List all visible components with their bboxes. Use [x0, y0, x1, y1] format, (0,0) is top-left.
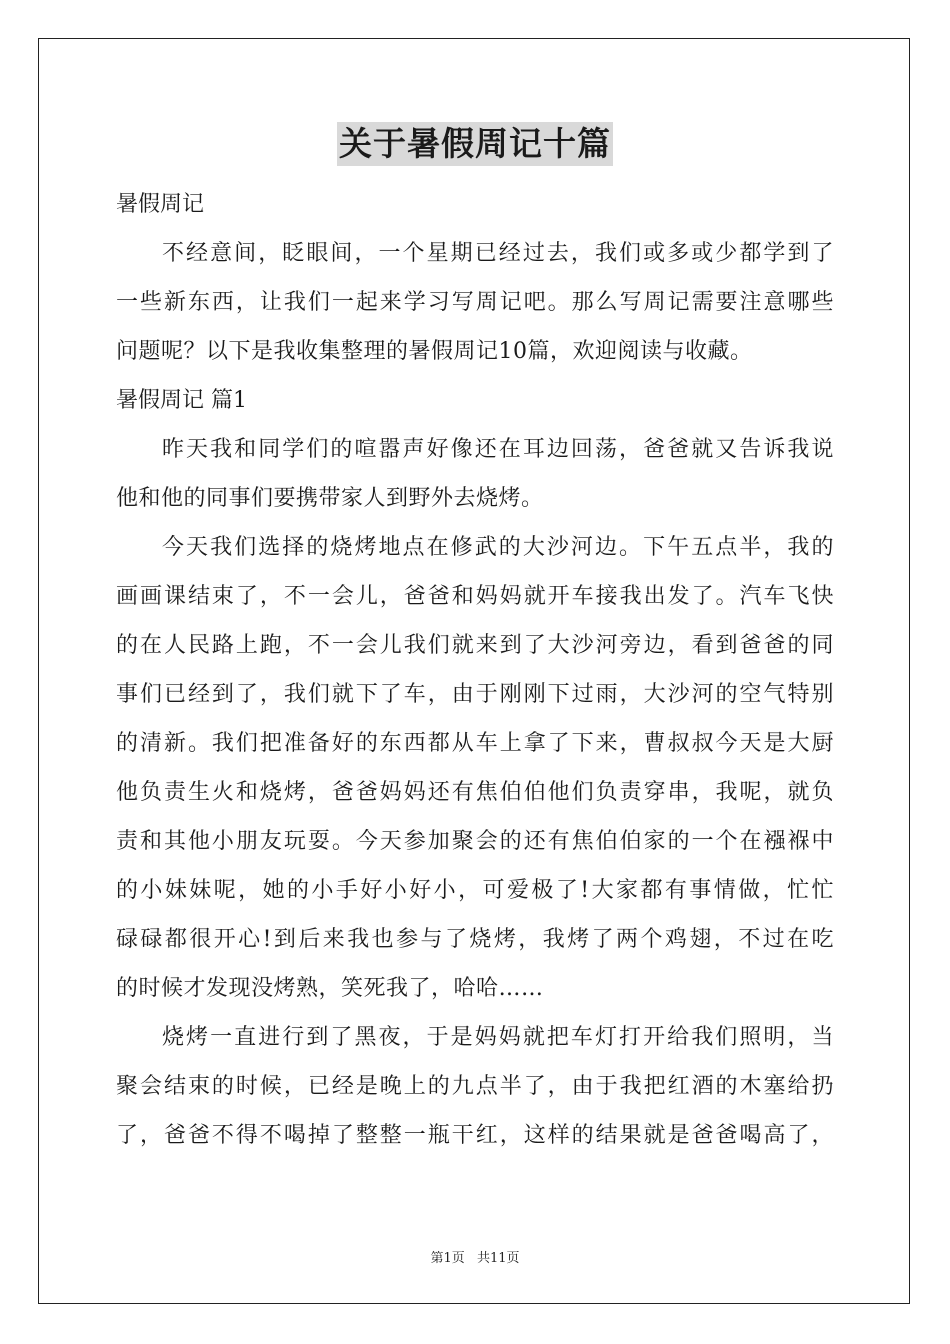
text-line: 问题呢？以下是我收集整理的暑假周记10篇，欢迎阅读与收藏。: [116, 339, 753, 364]
document-body: [116, 180, 834, 1160]
text-line: 了，爸爸不得不喝掉了整整一瓶干红，这样的结果就是爸爸喝高了，: [116, 1123, 834, 1148]
text-line: 烧烤一直进行到了黑夜，于是妈妈就把车灯打开给我们照明，当: [162, 1025, 834, 1050]
page-total: 共11页: [476, 1251, 520, 1266]
page-number: 第1页: [430, 1251, 465, 1266]
section-heading: 暑假周记: [116, 192, 205, 217]
section-heading: 暑假周记 篇1: [116, 388, 247, 413]
text-line: 画画课结束了，不一会儿，爸爸和妈妈就开车接我出发了。汽车飞快: [116, 584, 834, 609]
text-line: 他负责生火和烧烤，爸爸妈妈还有焦伯伯他们负责穿串，我呢，就负: [116, 780, 834, 805]
text-line: 他和他的同事们要携带家人到野外去烧烤。: [116, 486, 544, 511]
text-line: 的时候才发现没烤熟，笑死我了，哈哈……: [116, 976, 544, 1001]
text-line: 不经意间，眨眼间，一个星期已经过去，我们或多或少都学到了: [162, 241, 834, 266]
document-title: 关于暑假周记十篇: [337, 122, 613, 166]
text-line: 聚会结束的时候，已经是晚上的九点半了，由于我把红酒的木塞给扔: [116, 1074, 834, 1099]
text-line: 一些新东西，让我们一起来学习写周记吧。那么写周记需要注意哪些: [116, 290, 834, 315]
text-line: 昨天我和同学们的喧嚣声好像还在耳边回荡，爸爸就又告诉我说: [162, 437, 834, 462]
text-line: 责和其他小朋友玩耍。今天参加聚会的还有焦伯伯家的一个在襁褓中: [116, 829, 834, 854]
text-line: 今天我们选择的烧烤地点在修武的大沙河边。下午五点半，我的: [162, 535, 834, 560]
text-line: 碌碌都很开心!到后来我也参与了烧烤，我烤了两个鸡翅，不过在吃: [116, 927, 834, 952]
text-line: 事们已经到了，我们就下了车，由于刚刚下过雨，大沙河的空气特别: [116, 682, 834, 707]
text-line: 的小妹妹呢，她的小手好小好小，可爱极了!大家都有事情做，忙忙: [116, 878, 834, 903]
text-line: 的清新。我们把准备好的东西都从车上拿了下来，曹叔叔今天是大厨: [116, 731, 834, 756]
title-container: [0, 122, 950, 166]
page-footer: [0, 1247, 950, 1266]
text-line: 的在人民路上跑，不一会儿我们就来到了大沙河旁边，看到爸爸的同: [116, 633, 834, 658]
